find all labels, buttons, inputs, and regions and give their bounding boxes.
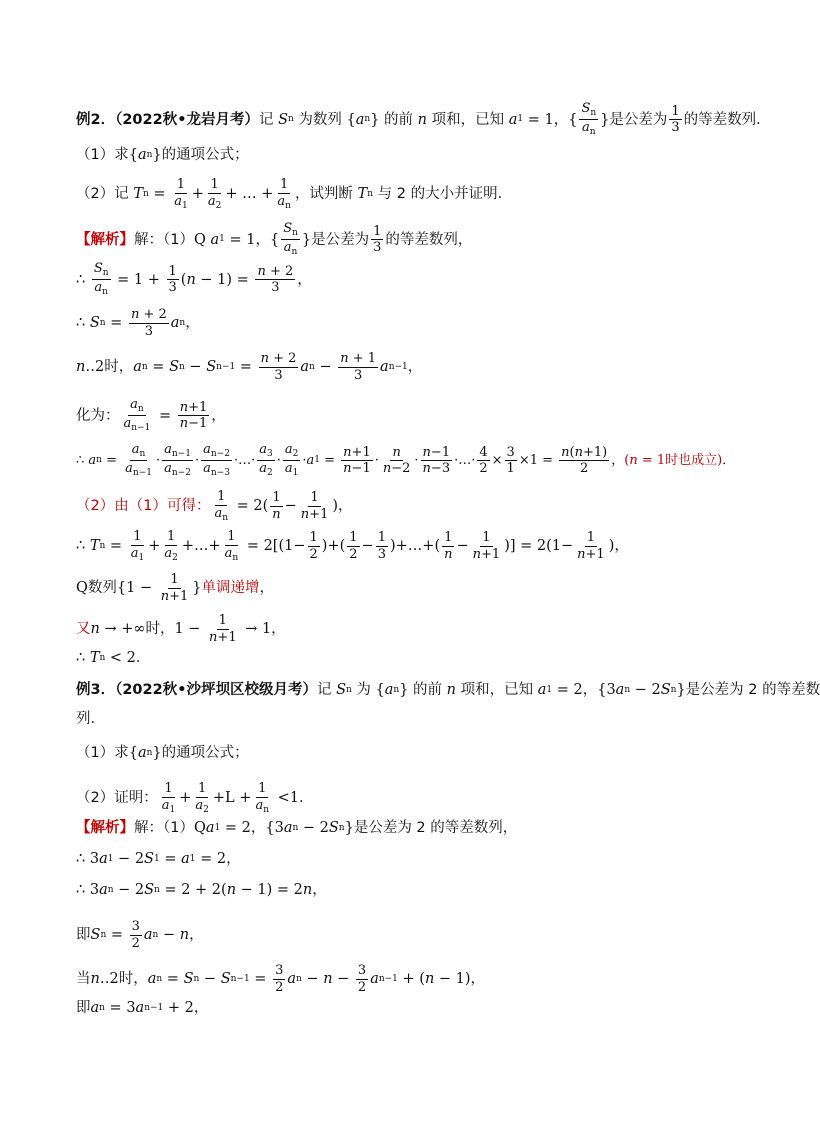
ex2-step-4: n ‥2 时， a n = S n − S n−1 = $\frac{n + 2}{3}$ a n − $\frac{n + 1}{3}$ a n−1 ，: [76, 351, 423, 383]
ex2-solution-start: 【解析】 解：（1） Q a 1 = 1 ， { $\frac{S_n}{a_n}$ } 是公差为 $\frac{1}{3}$ 的等差数列，: [76, 221, 473, 258]
ex2-analysis-tag: 【解析】: [76, 231, 134, 248]
ex2-question-2: （2）记 T n = $\frac{1}{a_1}$ + $\frac{1}{a_2}$ + … + $\frac{1}{a_n}$ ，试判断 T n 与 2 的大小并证明．: [76, 177, 513, 211]
ex2-step-3: ∴ S n = $\frac{n + 2}{3}$ a n ，: [76, 307, 200, 339]
ex3-step-4: 即 S n = $\frac{3}{2}$ a n − n ，: [76, 919, 204, 951]
ex2-step-6: ∴ a n = $\frac{a_n}{a_{n-1}}$ · $\frac{a_{n-1}}{a_{n-2}}$ · $\frac{a_{n-2}}{a_{n-3}}$ ·…· $\frac{a_3}{a_2}$ · $\frac{a_2}{a_1}$ · a 1 = $\frac{n+1}{n-1}$ · $\frac{n}{n-2}$ · $\frac{n-1}{n-3}$ ·…· $\frac{4}{2}$ × $\frac{3}{1}$ ×1 = $\frac{n(n+1)}{2}$ ， (n = 1时也成立) ．: [76, 442, 736, 479]
ex2-step-10: 又 n → +∞ 时， 1 − $\frac{1}{n+1}$ → 1，: [76, 613, 286, 645]
ex3-solution-start: 【解析】 解：（1） Q a 1 = 2，{3 a n − 2 S n } 是公差为 2 的等差数列，: [76, 820, 518, 836]
ex2-step-8: ∴ T n = $\frac{1}{a_1}$ + $\frac{1}{a_2}$ +…+ $\frac{1}{a_n}$ = 2[(1− $\frac{1}{2}$ )+( $\frac{1}{2}$ − $\frac{1}{3}$ )+…+( $\frac{1}{n}$ − $\frac{1}{n+1}$ )] = 2(1− $\frac{1}{n+1}$ )，: [76, 529, 629, 563]
ex3-step-3: ∴ 3 a n − 2 S n = 2 + 2( n − 1) = 2 n ，: [76, 882, 327, 898]
ex2-heading: 例2．（2022秋•龙岩月考）: [76, 111, 259, 128]
ex2-question-1: （1）求 { a n } 的通项公式；: [76, 147, 249, 163]
ex3-step-5: 当 n ‥2 时， a n = S n − S n−1 = $\frac{3}{2}$ a n − n − $\frac{3}{2}$ a n−1 + ( n − 1)，: [76, 963, 486, 995]
ex2-step-9: Q 数列 {1 − $\frac{1}{n+1}$ } 单调递增 ，: [76, 572, 274, 604]
ex3-statement-line-1: 例3．（2022秋•沙坪坝区校级月考） 记 S n 为 { a n } 的前 n 项和，已知 a 1 = 2 ， {3 a n − 2 S n } 是公差为 2 的等差数: [76, 682, 820, 698]
ex3-analysis-tag: 【解析】: [76, 820, 134, 836]
ex2-step-2: ∴ $\frac{S_n}{a_n}$ = 1 + $\frac{1}{3}$ ( n − 1) = $\frac{n + 2}{3}$ ，: [76, 261, 312, 298]
ex3-step-2: ∴ 3 a 1 − 2 S 1 = a 1 = 2，: [76, 851, 241, 867]
ex3-statement-line-2: 列．: [76, 711, 105, 727]
ex2-step-11: ∴ T n < 2．: [76, 650, 151, 666]
ex2-step-5: 化为： $\frac{a_n}{a_{n-1}}$ = $\frac{n+1}{n-1}$ ，: [76, 397, 226, 434]
ex3-heading: 例3．（2022秋•沙坪坝区校级月考）: [76, 682, 317, 698]
ex3-question-1: （1）求 { a n } 的通项公式；: [76, 745, 249, 761]
ex3-step-6: 即 a n = 3 a n−1 + 2，: [76, 1000, 209, 1016]
ex3-question-2: （2）证明： $\frac{1}{a_1}$ + $\frac{1}{a_2}$ +L + $\frac{1}{a_n}$ <1．: [76, 781, 314, 815]
ex2-statement: 例2．（2022秋•龙岩月考） 记 S n 为数列 { a n } 的前 n 项和，已知 a 1 = 1 ， { $\frac{S_n}{a_n}$ } 是公差为 $\frac{1}{3}$ 的等差数列．: [76, 101, 771, 138]
ex2-step-7: （2）由（1）可得： $\frac{1}{a_n}$ = 2( $\frac{1}{n}$ − $\frac{1}{n+1}$ )，: [76, 489, 353, 523]
